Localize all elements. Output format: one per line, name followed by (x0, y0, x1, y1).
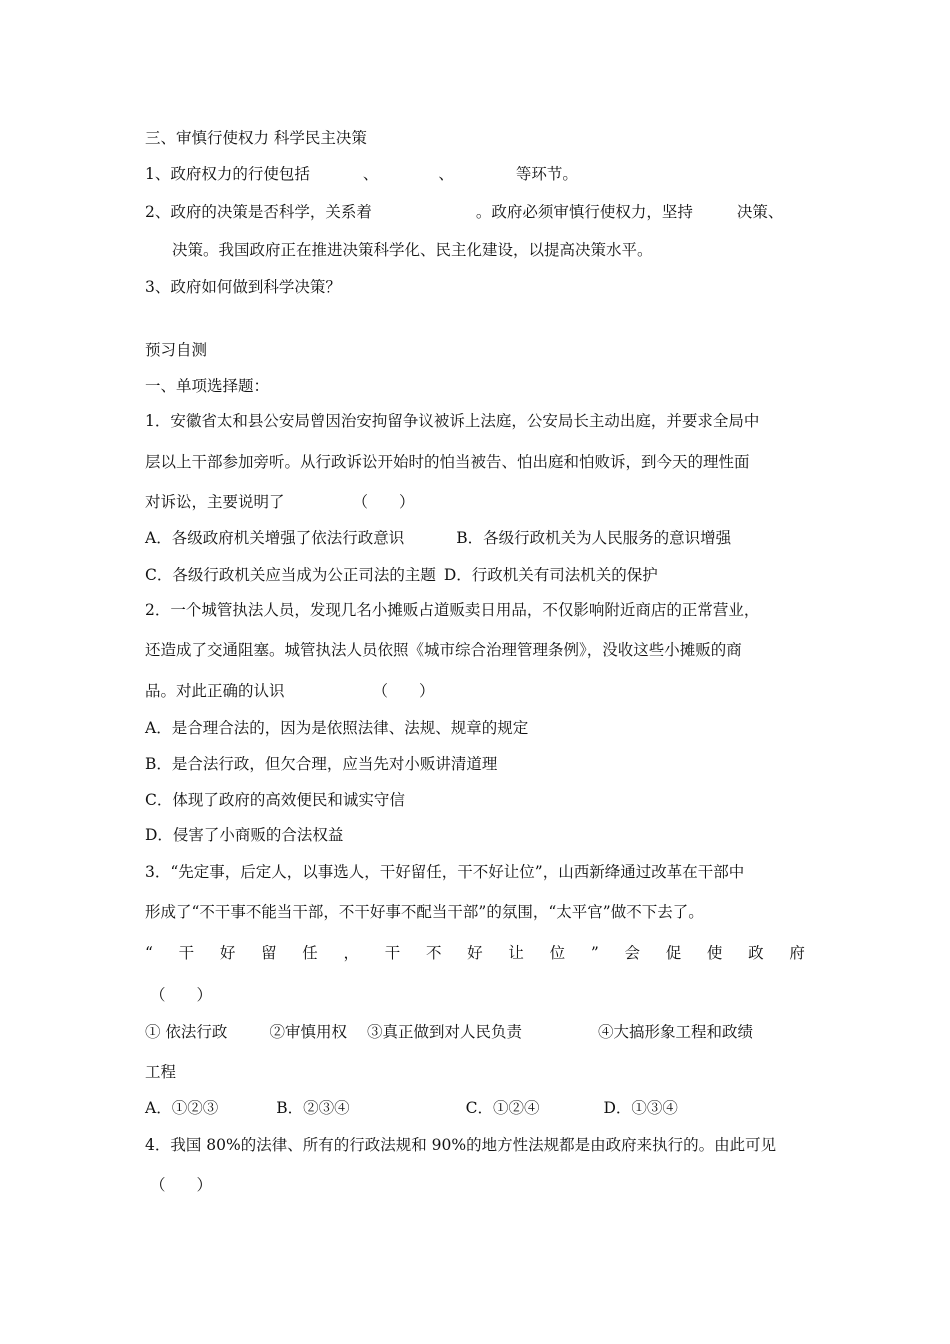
q2-option-b: B．是合法行政，但欠合理，应当先对小贩讲清道理 (145, 755, 498, 773)
spread-char: 促 (665, 944, 682, 962)
option-a: A．各级政府机关增强了依法行政意识 (145, 529, 405, 547)
spread-char: 府 (789, 944, 805, 962)
q1-sep-1: 、 (362, 165, 379, 183)
spread-char: “ (145, 944, 153, 962)
q2-stem-end: 品。对此正确的认识 (145, 682, 285, 700)
option-d: D．①③④ (603, 1099, 678, 1117)
preview-title: 预习自测 (145, 341, 208, 359)
q2-text-c: 决策、 (736, 203, 784, 221)
question-1 (145, 164, 578, 184)
q2-line-1: 2．一个城管执法人员，发现几名小摊贩占道贩卖日用品，不仅影响附近商店的正常营业， (145, 601, 760, 619)
question-3: 3、政府如何做到科学决策？ (145, 278, 341, 296)
spread-char: 政 (748, 944, 764, 962)
q1-text: 1、政府权力的行使包括 (145, 165, 310, 183)
spread-char: 好 (219, 944, 236, 962)
q3-line-1: 3．“先定事，后定人，以事选人，干好留任，干不好让位”，山西新绛通过改革在干部中 (145, 863, 745, 881)
spread-char: 不 (425, 944, 442, 962)
answer-paren: （ ） (150, 1176, 213, 1194)
choice-1: ① 依法行政 (145, 1023, 228, 1041)
q1-line-3 (145, 492, 415, 512)
q1-stem-end: 对诉讼，主要说明了 (145, 493, 285, 511)
q2-option-c: C．体现了政府的高效便民和诚实守信 (145, 791, 405, 809)
spread-char: 让 (508, 944, 524, 962)
spread-char: 留 (261, 944, 277, 962)
section-heading: 三、审慎行使权力 科学民主决策 (145, 129, 367, 147)
option-c: C．各级行政机关应当成为公正司法的主题 (145, 566, 436, 584)
q2-line-3 (145, 681, 435, 701)
answer-paren: （ ） (352, 493, 415, 511)
q2-text-b: 。政府必须审慎行使权力，坚持 (475, 203, 693, 221)
q1-options-row-1 (145, 528, 731, 548)
option-b: B．各级行政机关为人民服务的意识增强 (456, 529, 732, 547)
q2-option-d: D．侵害了小商贩的合法权益 (145, 826, 344, 844)
q3-choices (145, 1022, 753, 1042)
spread-char: ” (590, 944, 599, 962)
choice-4: ④大搞形象工程和政绩 (597, 1023, 753, 1041)
q3-line-2: 形成了“不干事不能当干部，不干好事不配当干部”的氛围，“太平官”做不下去了。 (145, 903, 704, 921)
q2-text-a: 2、政府的决策是否科学，关系着 (145, 203, 372, 221)
option-b: B．②③④ (276, 1099, 350, 1117)
q1-line-1: 1．安徽省太和县公安局曾因治安拘留争议被诉上法庭，公安局长主动出庭，并要求全局中 (145, 412, 760, 430)
q4-line-1: 4．我国 80%的法律、所有的行政法规和 90%的地方性法规都是由政府来执行的。由此可见 (145, 1136, 777, 1154)
spread-char: 干 (178, 944, 195, 962)
q1-line-2: 层以上干部参加旁听。从行政诉讼开始时的怕当被告、怕出庭和怕败诉，到今天的理性面 (145, 453, 750, 471)
q2-line-2: 还造成了交通阻塞。城管执法人员依照《城市综合治理管理条例》，没收这些小摊贩的商 (145, 641, 742, 659)
spread-char: 会 (624, 944, 640, 962)
q3-line-3-spread (145, 943, 805, 963)
spread-char: ， (343, 944, 360, 962)
spread-char: 干 (384, 944, 401, 962)
choice-3: ③真正做到对人民负责 (366, 1023, 522, 1041)
answer-paren: （ ） (372, 682, 435, 700)
option-d: D．行政机关有司法机关的保护 (443, 566, 658, 584)
spread-char: 位 (549, 944, 566, 962)
answer-paren: （ ） (150, 986, 213, 1004)
spread-char: 任 (302, 944, 318, 962)
q1-tail: 等环节。 (515, 165, 578, 183)
question-2-line-1 (145, 202, 783, 222)
q3-choice-tail: 工程 (145, 1063, 177, 1081)
q2-option-a: A．是合理合法的，因为是依照法律、法规、规章的规定 (145, 719, 529, 737)
question-2-line-2: 决策。我国政府正在推进决策科学化、民主化建设，以提高决策水平。 (172, 241, 653, 259)
spread-char: 好 (467, 944, 483, 962)
option-a: A．①②③ (145, 1099, 219, 1117)
part-heading: 一、单项选择题： (145, 377, 270, 395)
choice-2: ②审慎用权 (269, 1023, 347, 1041)
q1-sep-2: 、 (438, 165, 454, 183)
q1-options-row-2 (145, 565, 658, 585)
option-c: C．①②④ (465, 1099, 540, 1117)
q3-options (145, 1098, 678, 1118)
spread-char: 使 (706, 944, 723, 962)
